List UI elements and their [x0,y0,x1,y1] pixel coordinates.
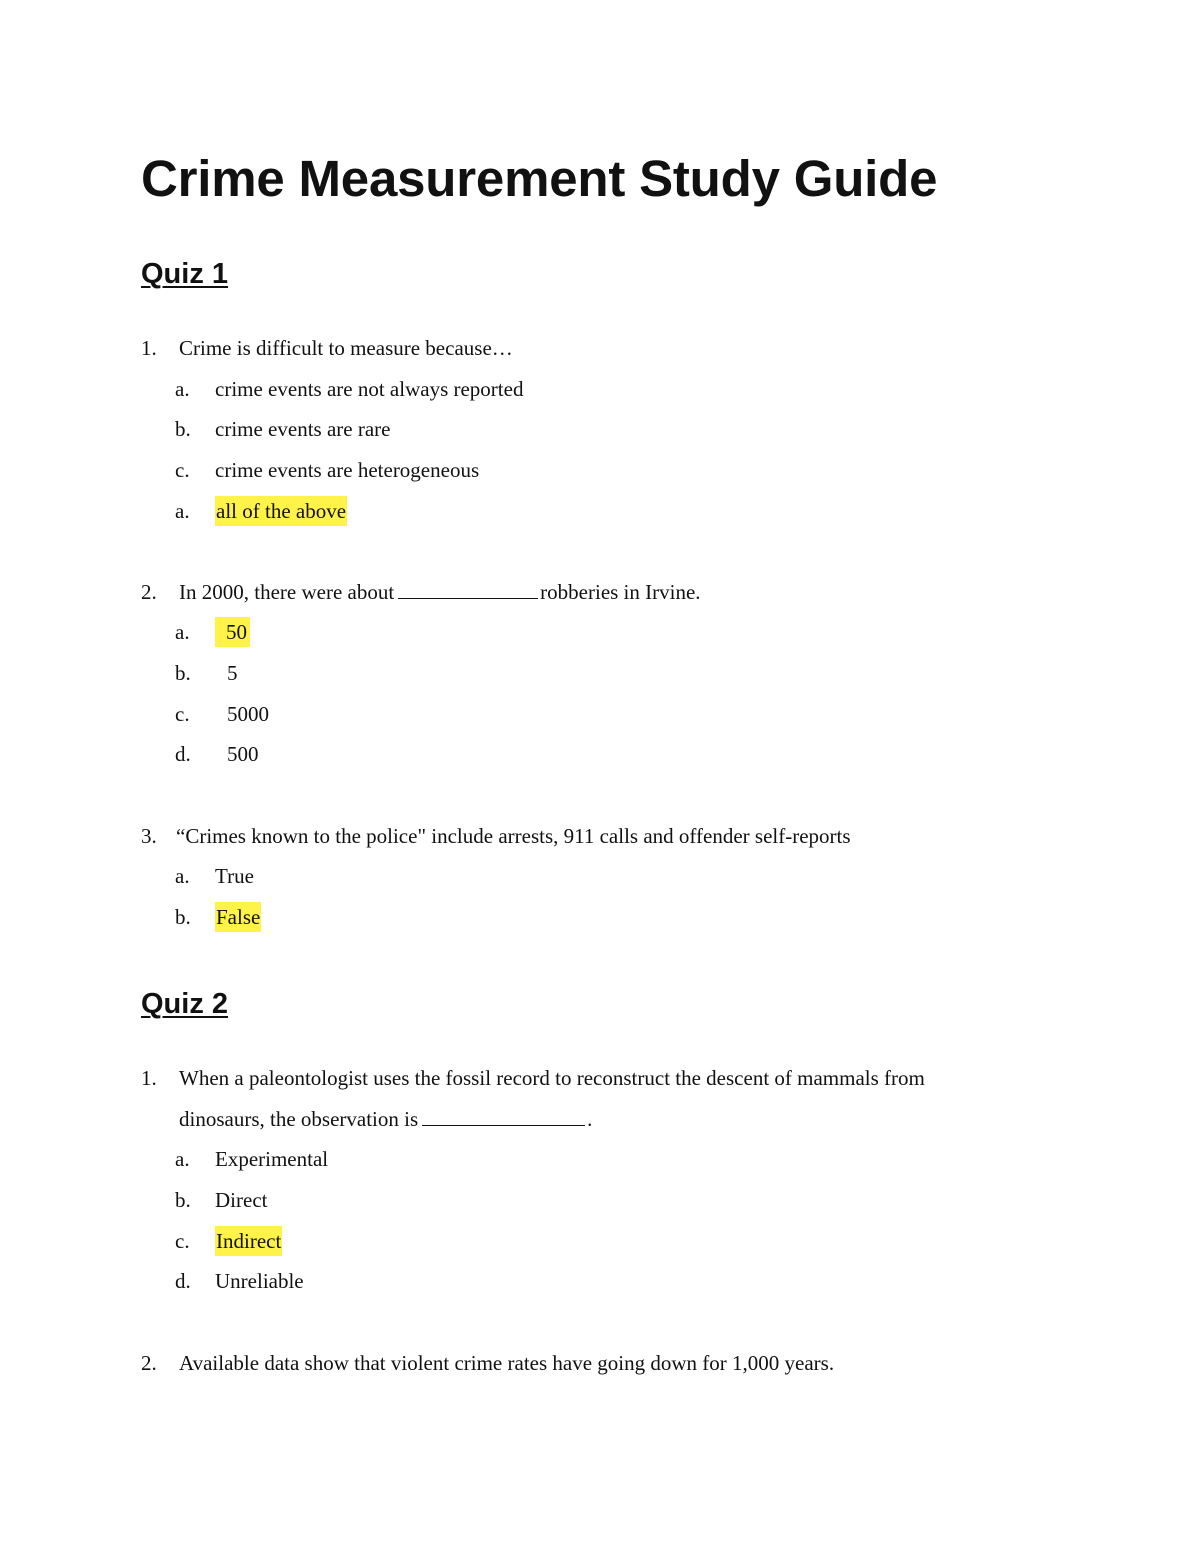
quiz-2-question-1-continued [0,1104,1200,1134]
quiz-1-q2-option-a [0,617,1200,647]
question-text: Crime is difficult to measure because… [179,336,513,360]
quiz-1-q2-option-d [0,739,1200,769]
option-letter: c. [175,1229,190,1253]
option-text: 500 [227,742,259,766]
highlighted-answer: Indirect [215,1226,282,1256]
question-number: 1. [141,336,157,360]
quiz-2-q1-option-d [0,1266,1200,1296]
answer-blank [422,1105,585,1126]
option-letter: a. [175,499,190,523]
quiz-1-question-1 [0,333,1200,363]
quiz-1-question-3 [0,821,1200,851]
question-number: 3. [141,824,157,848]
option-letter: d. [175,742,191,766]
option-letter: b. [175,661,191,685]
quiz-2-q1-option-c [0,1226,1200,1256]
quiz-1-heading: Quiz 1 [141,258,229,290]
question-text-line-2 [179,1104,592,1134]
quiz-2-q1-option-b [0,1185,1200,1215]
quiz-1-q3-option-a [0,861,1200,891]
option-text: crime events are not always reported [215,377,524,401]
option-letter: a. [175,620,190,644]
quiz-2-question-1 [0,1063,1200,1093]
highlighted-answer: all of the above [215,496,347,526]
quiz-1-question-2 [0,577,1200,607]
page-title: Crime Measurement Study Guide [141,150,938,207]
option-letter: a. [175,377,190,401]
question-text-before-blank: dinosaurs, the observation is [179,1107,419,1131]
option-text: 5000 [227,702,269,726]
option-text: True [215,864,254,888]
question-text: Available data show that violent crime rates have going down for 1,000 years. [179,1351,835,1375]
quiz-2-question-2 [0,1348,1200,1378]
quiz-1-q1-option-a [0,374,1200,404]
option-letter: c. [175,702,190,726]
option-letter: a. [175,864,190,888]
question-text [179,577,701,607]
quiz-1-q1-option-b [0,414,1200,444]
answer-blank [398,578,538,599]
quiz-1-q1-option-d [0,496,1200,526]
option-text: crime events are heterogeneous [215,458,480,482]
option-letter: b. [175,417,191,441]
highlighted-answer: False [215,902,261,932]
option-text: Direct [215,1188,268,1212]
option-text: 5 [227,661,238,685]
quiz-2-q1-option-a [0,1144,1200,1174]
question-number: 1. [141,1066,157,1090]
question-text: When a paleontologist uses the fossil record to reconstruct the descent of mammals from [179,1066,925,1090]
question-text-after-blank: . [587,1107,593,1131]
option-text: Unreliable [215,1269,304,1293]
question-text: “Crimes known to the police" include arrests, 911 calls and offender self-reports [176,824,851,848]
highlighted-answer: 50 [215,617,250,647]
option-letter: a. [175,1147,190,1171]
question-text-before-blank: In 2000, there were about [179,580,395,604]
question-number: 2. [141,580,157,604]
option-letter: c. [175,458,190,482]
option-letter: d. [175,1269,191,1293]
option-letter: b. [175,1188,191,1212]
option-text: Experimental [215,1147,329,1171]
option-letter: b. [175,905,191,929]
quiz-1-q2-option-b [0,658,1200,688]
quiz-1-q2-option-c [0,699,1200,729]
quiz-1-q3-option-b [0,902,1200,932]
question-number: 2. [141,1351,157,1375]
question-text-after-blank: robberies in Irvine. [540,580,701,604]
option-text: crime events are rare [215,417,391,441]
quiz-2-heading: Quiz 2 [141,988,229,1020]
quiz-1-q1-option-c [0,455,1200,485]
